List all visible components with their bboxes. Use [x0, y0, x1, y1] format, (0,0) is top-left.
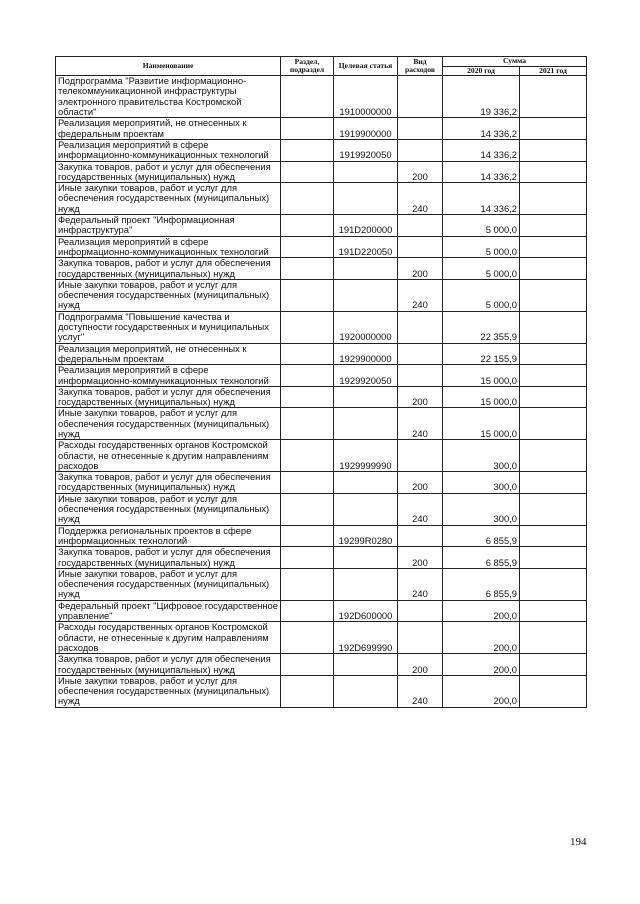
- row-target-cell: 1910000000: [334, 76, 398, 118]
- row-type-cell: [398, 118, 443, 140]
- row-type-cell: 200: [398, 386, 443, 408]
- row-target-cell: [334, 386, 398, 408]
- row-amount-2021-cell: [520, 118, 587, 140]
- row-amount-2020-cell: 15 000,0: [443, 386, 520, 408]
- row-section-cell: [281, 236, 334, 258]
- table-header: [56, 57, 587, 76]
- row-target-cell: [334, 183, 398, 215]
- row-name-cell: Закупка товаров, работ и услуг для обеспечения государственных (муниципальных) нужд: [56, 386, 281, 408]
- row-section-cell: [281, 622, 334, 654]
- row-name-cell: Расходы государственных органов Костромской области, не отнесенные к другим направлениям расходов: [56, 440, 281, 472]
- row-section-cell: [281, 568, 334, 600]
- row-amount-2021-cell: [520, 600, 587, 622]
- row-type-cell: [398, 311, 443, 343]
- row-section-cell: [281, 311, 334, 343]
- row-name-cell: Закупка товаров, работ и услуг для обеспечения государственных (муниципальных) нужд: [56, 161, 281, 183]
- row-type-cell: 240: [398, 675, 443, 707]
- header-year-2021: 2021 год: [520, 66, 587, 76]
- row-amount-2021-cell: [520, 258, 587, 280]
- table-row: [56, 675, 587, 707]
- row-amount-2021-cell: [520, 525, 587, 547]
- row-amount-2020-cell: 6 855,9: [443, 525, 520, 547]
- row-target-cell: [334, 408, 398, 440]
- row-target-cell: 192D699990: [334, 622, 398, 654]
- row-section-cell: [281, 76, 334, 118]
- row-section-cell: [281, 472, 334, 494]
- header-type: Вид расходов: [398, 57, 443, 76]
- row-type-cell: [398, 139, 443, 161]
- table-row: [56, 279, 587, 311]
- table-row: [56, 343, 587, 365]
- row-target-cell: 191D220050: [334, 236, 398, 258]
- row-amount-2020-cell: 6 855,9: [443, 568, 520, 600]
- table-row: [56, 622, 587, 654]
- table-row: [56, 408, 587, 440]
- row-type-cell: [398, 236, 443, 258]
- row-section-cell: [281, 547, 334, 569]
- table-row: [56, 76, 587, 118]
- row-target-cell: 191D200000: [334, 215, 398, 237]
- table-row: [56, 654, 587, 676]
- row-amount-2021-cell: [520, 386, 587, 408]
- table-row: [56, 215, 587, 237]
- row-name-cell: Иные закупки товаров, работ и услуг для обеспечения государственных (муниципальных) нужд: [56, 493, 281, 525]
- row-target-cell: [334, 279, 398, 311]
- table-row: [56, 161, 587, 183]
- header-year-2020: 2020 год: [443, 66, 520, 76]
- row-name-cell: Реализация мероприятий в сфере информационно-коммуникационных технологий: [56, 236, 281, 258]
- row-type-cell: 200: [398, 258, 443, 280]
- row-type-cell: 200: [398, 654, 443, 676]
- row-amount-2020-cell: 14 336,2: [443, 161, 520, 183]
- row-amount-2020-cell: 14 336,2: [443, 118, 520, 140]
- row-target-cell: [334, 568, 398, 600]
- row-amount-2020-cell: 200,0: [443, 622, 520, 654]
- row-amount-2021-cell: [520, 408, 587, 440]
- table-row: [56, 525, 587, 547]
- row-amount-2020-cell: 300,0: [443, 493, 520, 525]
- row-amount-2020-cell: 22 355,9: [443, 311, 520, 343]
- row-amount-2020-cell: 22 155,9: [443, 343, 520, 365]
- row-amount-2021-cell: [520, 76, 587, 118]
- row-amount-2020-cell: 14 336,2: [443, 139, 520, 161]
- row-type-cell: [398, 215, 443, 237]
- row-target-cell: 1929900000: [334, 343, 398, 365]
- row-amount-2020-cell: 19 336,2: [443, 76, 520, 118]
- table-row: [56, 547, 587, 569]
- row-target-cell: 1920000000: [334, 311, 398, 343]
- header-name: Наименование: [56, 57, 281, 76]
- row-amount-2020-cell: 15 000,0: [443, 408, 520, 440]
- table-body: [56, 76, 587, 708]
- row-section-cell: [281, 343, 334, 365]
- row-amount-2021-cell: [520, 654, 587, 676]
- row-amount-2021-cell: [520, 161, 587, 183]
- row-target-cell: [334, 161, 398, 183]
- table-row: [56, 311, 587, 343]
- row-amount-2020-cell: 5 000,0: [443, 279, 520, 311]
- row-section-cell: [281, 386, 334, 408]
- table-row: [56, 118, 587, 140]
- row-name-cell: Иные закупки товаров, работ и услуг для обеспечения государственных (муниципальных) нужд: [56, 675, 281, 707]
- header-section: Раздел, подраздел: [281, 57, 334, 76]
- row-name-cell: Реализация мероприятий в сфере информационно-коммуникационных технологий: [56, 365, 281, 387]
- row-target-cell: 1929920050: [334, 365, 398, 387]
- row-target-cell: 192D600000: [334, 600, 398, 622]
- row-name-cell: Иные закупки товаров, работ и услуг для обеспечения государственных (муниципальных) нужд: [56, 279, 281, 311]
- row-amount-2021-cell: [520, 236, 587, 258]
- row-name-cell: Закупка товаров, работ и услуг для обеспечения государственных (муниципальных) нужд: [56, 472, 281, 494]
- header-sum: Сумма: [443, 57, 587, 67]
- row-amount-2020-cell: 300,0: [443, 440, 520, 472]
- table-row: [56, 365, 587, 387]
- row-section-cell: [281, 493, 334, 525]
- row-amount-2021-cell: [520, 568, 587, 600]
- row-section-cell: [281, 118, 334, 140]
- row-type-cell: 200: [398, 472, 443, 494]
- row-name-cell: Закупка товаров, работ и услуг для обеспечения государственных (муниципальных) нужд: [56, 654, 281, 676]
- table-row: [56, 440, 587, 472]
- row-type-cell: [398, 525, 443, 547]
- row-amount-2021-cell: [520, 365, 587, 387]
- header-target: Целевая статья: [334, 57, 398, 76]
- row-section-cell: [281, 600, 334, 622]
- table-row: [56, 568, 587, 600]
- budget-table: [55, 56, 587, 708]
- table-row: [56, 139, 587, 161]
- row-target-cell: 1929999990: [334, 440, 398, 472]
- row-amount-2020-cell: 5 000,0: [443, 236, 520, 258]
- row-section-cell: [281, 525, 334, 547]
- row-amount-2021-cell: [520, 279, 587, 311]
- row-amount-2021-cell: [520, 440, 587, 472]
- row-section-cell: [281, 440, 334, 472]
- row-amount-2021-cell: [520, 547, 587, 569]
- row-name-cell: Закупка товаров, работ и услуг для обеспечения государственных (муниципальных) нужд: [56, 547, 281, 569]
- row-name-cell: Федеральный проект "Цифровое государственное управление": [56, 600, 281, 622]
- table-row: [56, 258, 587, 280]
- row-type-cell: 240: [398, 493, 443, 525]
- row-amount-2020-cell: 200,0: [443, 675, 520, 707]
- row-target-cell: 1919920050: [334, 139, 398, 161]
- row-target-cell: [334, 493, 398, 525]
- table-row: [56, 386, 587, 408]
- row-type-cell: 240: [398, 279, 443, 311]
- row-amount-2021-cell: [520, 675, 587, 707]
- row-amount-2021-cell: [520, 493, 587, 525]
- row-name-cell: Реализация мероприятий в сфере информационно-коммуникационных технологий: [56, 139, 281, 161]
- row-name-cell: Расходы государственных органов Костромской области, не отнесенные к другим направлениям расходов: [56, 622, 281, 654]
- row-target-cell: [334, 675, 398, 707]
- row-name-cell: Подпрограмма "Развитие информационно-телекоммуникационной инфраструктуры электронного правительства Костромской области": [56, 76, 281, 118]
- row-amount-2020-cell: 300,0: [443, 472, 520, 494]
- row-target-cell: 19299R0280: [334, 525, 398, 547]
- row-amount-2020-cell: 6 855,9: [443, 547, 520, 569]
- row-amount-2021-cell: [520, 622, 587, 654]
- row-amount-2020-cell: 15 000,0: [443, 365, 520, 387]
- row-section-cell: [281, 675, 334, 707]
- row-type-cell: 240: [398, 408, 443, 440]
- table-row: [56, 600, 587, 622]
- row-section-cell: [281, 365, 334, 387]
- row-amount-2021-cell: [520, 215, 587, 237]
- row-section-cell: [281, 215, 334, 237]
- row-amount-2021-cell: [520, 472, 587, 494]
- row-name-cell: Реализация мероприятий, не отнесенных к федеральным проектам: [56, 118, 281, 140]
- table-row: [56, 183, 587, 215]
- row-section-cell: [281, 279, 334, 311]
- row-section-cell: [281, 139, 334, 161]
- row-type-cell: [398, 600, 443, 622]
- row-target-cell: [334, 258, 398, 280]
- row-type-cell: 200: [398, 161, 443, 183]
- row-section-cell: [281, 654, 334, 676]
- table-row: [56, 236, 587, 258]
- row-type-cell: [398, 365, 443, 387]
- row-name-cell: Иные закупки товаров, работ и услуг для обеспечения государственных (муниципальных) нужд: [56, 408, 281, 440]
- table-row: [56, 493, 587, 525]
- row-name-cell: Реализация мероприятий, не отнесенных к федеральным проектам: [56, 343, 281, 365]
- row-type-cell: 240: [398, 183, 443, 215]
- row-target-cell: [334, 654, 398, 676]
- row-name-cell: Закупка товаров, работ и услуг для обеспечения государственных (муниципальных) нужд: [56, 258, 281, 280]
- row-name-cell: Иные закупки товаров, работ и услуг для обеспечения государственных (муниципальных) нужд: [56, 568, 281, 600]
- row-amount-2021-cell: [520, 311, 587, 343]
- row-name-cell: Федеральный проект "Информационная инфраструктура": [56, 215, 281, 237]
- row-section-cell: [281, 161, 334, 183]
- row-name-cell: Поддержка региональных проектов в сфере информационных технологий: [56, 525, 281, 547]
- row-section-cell: [281, 183, 334, 215]
- row-section-cell: [281, 408, 334, 440]
- row-amount-2020-cell: 200,0: [443, 654, 520, 676]
- row-amount-2020-cell: 5 000,0: [443, 215, 520, 237]
- page-number: 194: [570, 836, 587, 848]
- row-target-cell: [334, 472, 398, 494]
- row-amount-2021-cell: [520, 139, 587, 161]
- row-type-cell: [398, 76, 443, 118]
- row-type-cell: 240: [398, 568, 443, 600]
- row-target-cell: 1919900000: [334, 118, 398, 140]
- row-amount-2020-cell: 14 336,2: [443, 183, 520, 215]
- row-type-cell: 200: [398, 547, 443, 569]
- row-amount-2020-cell: 200,0: [443, 600, 520, 622]
- row-target-cell: [334, 547, 398, 569]
- row-type-cell: [398, 440, 443, 472]
- row-name-cell: Иные закупки товаров, работ и услуг для обеспечения государственных (муниципальных) нужд: [56, 183, 281, 215]
- row-section-cell: [281, 258, 334, 280]
- row-amount-2021-cell: [520, 343, 587, 365]
- row-amount-2020-cell: 5 000,0: [443, 258, 520, 280]
- row-type-cell: [398, 343, 443, 365]
- row-amount-2021-cell: [520, 183, 587, 215]
- row-type-cell: [398, 622, 443, 654]
- table-row: [56, 472, 587, 494]
- row-name-cell: Подпрограмма "Повышение качества и доступности государственных и муниципальных услуг": [56, 311, 281, 343]
